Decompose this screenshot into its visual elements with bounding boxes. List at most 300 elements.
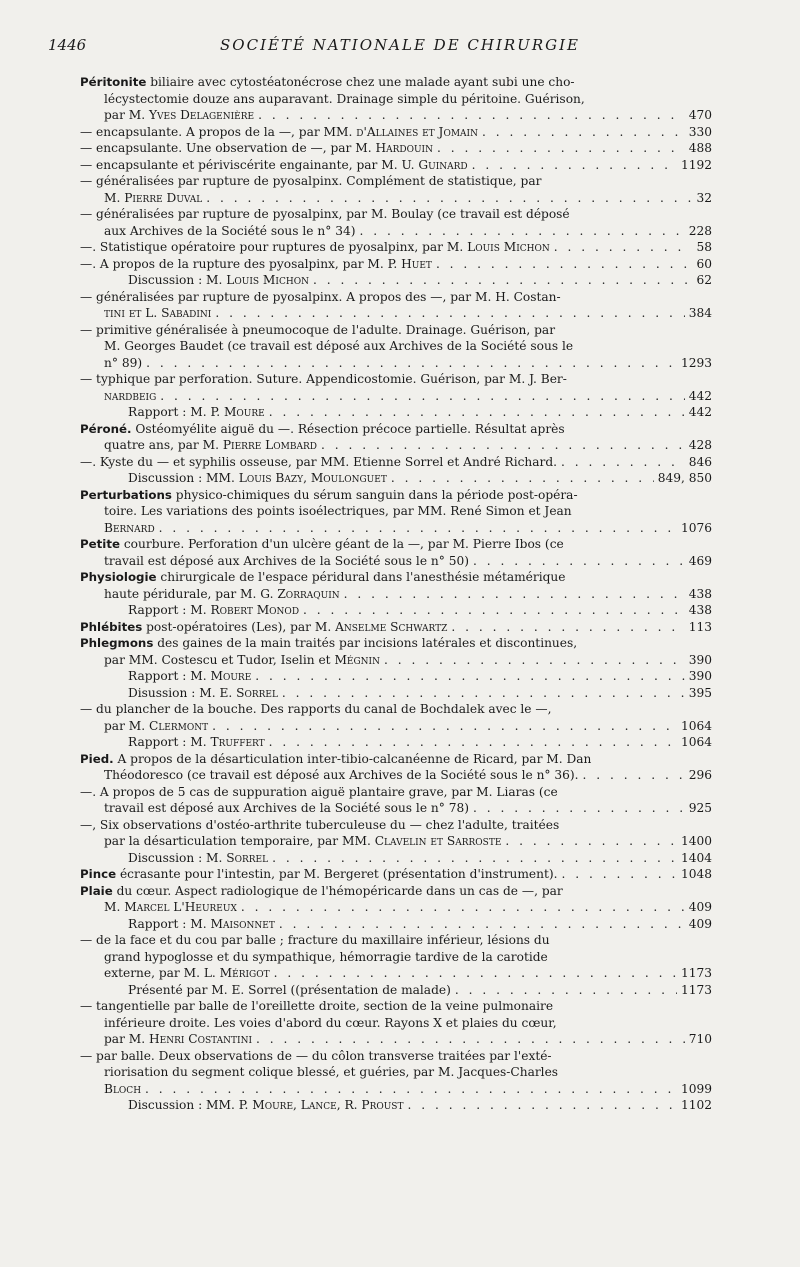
entry-heading: Petite [80,537,120,551]
entry-body: riorisation du segment colique blessé, et guéries, par M. Jacques-Charles [104,1065,559,1079]
entry-author: Moure [210,669,252,683]
entry-body: physico-chimiques du sérum sanguin dans la période post-opéra- [171,487,578,502]
entry-text [104,92,585,106]
dot-leader [344,586,685,603]
entry-body: par M. [104,718,149,733]
index-line [80,140,712,157]
index-line [80,767,712,784]
dot-leader [473,800,685,817]
index-line [80,272,712,289]
entry-body: quatre ans, par M. [104,438,223,452]
index-line [80,256,712,273]
index-line [80,454,712,471]
dot-leader [146,355,677,372]
entry-body: — encapsulante. Une observation de —, par M. [80,141,376,155]
entry-body: lécystectomie douze ans auparavant. Drainage simple du péritoine. Guérison, [104,91,585,106]
index-line [80,239,712,256]
dot-leader [505,833,677,850]
entry-text [104,800,469,817]
entry-body: par M. [104,1032,149,1046]
dot-leader [303,602,685,619]
entry-text [104,388,156,405]
index-line [80,685,712,702]
entry-body: courbure. Perforation d'un ulcère géant de la —, par M. Pierre Ibos (ce [119,537,564,551]
entry-body: —. Kyste du — et syphilis osseuse, par MM. Etienne Sorrel et André Richard. [80,454,558,469]
entry-text [128,916,275,933]
dot-leader [212,718,677,735]
entry-body: — généralisées par rupture de pyosalpinx, par M. Boulay (ce travail est déposé [80,207,570,221]
entry-text [80,702,551,716]
entry-text [80,818,559,832]
index-line [80,569,712,586]
entry-body: haute péridurale, par M. G. [104,586,278,601]
index-line [80,107,712,124]
dot-leader [215,305,684,322]
entry-text [80,999,553,1013]
entry-author: Zorraquin [277,586,340,601]
index-line [80,355,712,372]
index-line [80,404,712,421]
entry-body: — encapsulante. A propos de la —, par MM. [80,124,357,139]
entry-body: M. [104,900,125,914]
entry-body: Discussion : M. [128,273,227,287]
page-reference: 428 [688,438,712,452]
entry-text [80,752,591,766]
entry-heading: Physiologie [80,570,157,584]
index-line [80,866,712,883]
entry-text [104,1081,141,1098]
entry-body: M. Georges Baudet (ce travail est déposé aux Archives de la Société sous le [104,339,574,353]
entry-heading: Pied. [80,751,114,766]
index-line [80,982,712,999]
dot-leader [561,454,685,471]
index-line [80,883,712,900]
index-line [80,487,712,504]
dot-leader [256,1031,685,1048]
entry-author: Clermont [149,718,209,733]
entry-text [104,223,355,240]
entry-text [104,718,208,735]
page-reference: 1173 [680,982,712,997]
index-line [80,536,712,553]
dot-leader [436,256,693,273]
entry-body: chirurgicale de l'espace péridural dans l'anesthésie métamérique [156,570,566,584]
dot-leader [241,899,685,916]
entry-text [80,256,432,273]
entry-body: travail est déposé aux Archives de la Société sous le n° 78) [104,801,470,815]
index-line [80,520,712,537]
index-line [80,338,712,355]
entry-text [104,504,572,518]
dot-leader [554,239,693,256]
dot-leader [407,1097,676,1114]
dot-leader [472,157,677,174]
entry-author: Pierre Lombard [222,438,317,452]
page-reference: 60 [696,256,712,271]
dot-leader [282,685,685,702]
entry-text [80,570,565,584]
dot-leader [583,767,685,784]
entry-body: —. Statistique opératoire pour ruptures de pyosalpinx, par M. [80,240,468,254]
entry-body: Discussion : MM. [128,471,239,485]
dot-leader [455,982,677,999]
dot-leader [391,470,654,487]
page-number: 1446 [48,36,87,54]
entry-text [80,488,578,502]
entry-body: — généralisées par rupture de pyosalpinx. A propos des —, par M. H. Costan- [80,289,561,304]
entry-text [104,1016,557,1030]
page-reference: 925 [688,801,712,815]
entry-author: Louis Bazy, Moulonguet [238,471,387,485]
dot-leader [437,140,685,157]
entry-heading: Pince [80,867,117,881]
index-line [80,206,712,223]
index-line [80,553,712,570]
dot-leader [562,866,677,883]
entry-text [80,1049,552,1063]
index-line [80,833,712,850]
dot-leader [321,437,685,454]
index-line [80,322,712,339]
entry-text [104,767,579,784]
entry-body: par MM. Costescu et Tudor, Iselin et [104,652,335,667]
entry-body: — typhique par perforation. Suture. Appendicostomie. Guérison, par M. J. Ber- [80,372,567,386]
page-reference: 390 [688,669,712,683]
page-reference: 442 [688,388,712,403]
entry-text [104,652,380,669]
dot-leader [384,652,685,669]
index-line [80,899,712,916]
entry-text [80,140,433,157]
entry-author: Mégnin [334,652,380,667]
entry-body: écrasante pour l'intestin, par M. Bergeret (présentation d'instrument). [116,867,558,881]
page-reference: 58 [696,240,712,254]
entry-body: aux Archives de la Société sous le n° 34) [104,223,356,238]
page-reference: 395 [688,685,712,700]
index-line [80,289,712,306]
entry-body: toire. Les variations des points isoélectriques, par MM. René Simon et Jean [104,504,572,518]
entry-body: Rapport : M. [128,603,211,617]
entry-body: — du plancher de la bouche. Des rapports du canal de Bochdalek avec le —, [80,702,552,716]
entry-body: n° 89) [104,355,143,370]
entry-body: Disussion : M. E. [128,685,237,700]
entry-text [80,323,555,337]
entry-author: Guinard [418,157,468,172]
entry-text [104,1065,558,1079]
entry-author: Huet [401,256,432,271]
entry-author: Henri Costantini [149,1032,253,1046]
dot-leader [255,668,684,685]
index-line [80,124,712,141]
dot-leader [473,553,685,570]
entry-text [80,619,447,636]
entry-text [80,884,563,898]
dot-leader [145,1081,677,1098]
entry-author: Mérigot [219,966,270,980]
entry-author: Sorrel [226,850,269,865]
entry-body: — encapsulante et périviscérite engainante, par M. U. [80,157,419,172]
dot-leader [159,520,677,537]
entry-text [104,950,548,964]
entry-body: Présenté par M. E. Sorrel ((présentation de malade) [128,982,451,997]
entry-body: Ostéomyélite aiguë du —. Résection précoce partielle. Résultat après [131,421,565,436]
index-line [80,437,712,454]
index-line [80,998,712,1015]
entry-text [104,107,254,124]
running-title: SOCIÉTÉ NATIONALE DE CHIRURGIE [220,36,580,54]
index-line [80,305,712,322]
entry-body: Discussion : MM. P. [128,1098,253,1112]
entry-body: — généralisées par rupture de pyosalpinx. Complément de statistique, par [80,174,542,188]
entry-text [80,75,575,89]
page-reference: 488 [688,141,712,155]
page-reference: 1102 [680,1098,712,1112]
entry-body: du cœur. Aspect radiologique de l'hémopéricarde dans un cas de —, par [112,883,563,898]
page-reference: 442 [688,405,712,419]
entry-text [128,982,451,999]
index-line [80,371,712,388]
entry-body: travail est déposé aux Archives de la Société sous le n° 50) [104,553,470,568]
page-reference: 1400 [680,834,712,848]
entry-text [80,124,478,141]
entry-author: Robert Monod [210,603,300,617]
entry-body: A propos de la désarticulation inter-tibio-calcanéenne de Ricard, par M. Dan [113,751,592,766]
page-reference: 62 [696,273,712,287]
index-line [80,817,712,834]
entry-heading: Plaie [80,883,113,898]
page-reference: 469 [688,553,712,568]
index-line [80,635,712,652]
dot-leader [482,124,685,141]
entry-author: Bernard [104,520,155,535]
index-line [80,965,712,982]
index-line [80,388,712,405]
entry-text [104,833,501,850]
entry-author: Louis Michon [467,240,550,254]
index-line [80,157,712,174]
entry-text [80,207,570,221]
entry-text [128,602,299,619]
entry-body: Rapport : M. [128,669,211,683]
dot-leader [206,190,692,207]
page-reference: 330 [688,124,712,139]
entry-text [80,866,558,883]
entry-body: —. A propos de la rupture des pyosalpinx, par M. P. [80,256,402,271]
index-line [80,470,712,487]
entry-author: Anselme Schwartz [335,619,448,634]
entry-heading: Phlegmons [80,636,154,650]
entry-body: —, Six observations d'ostéo-arthrite tuberculeuse du — chez l'adulte, traitées [80,817,560,832]
entry-author: tini et L. Sabadini [104,306,212,320]
entry-text [104,305,211,322]
index-line [80,784,712,801]
entry-text [80,422,565,436]
entry-text [104,1031,252,1048]
entry-body: grand hypoglosse et du sympathique, hémorragie tardive de la carotide [104,949,548,964]
entry-text [104,586,340,603]
dot-leader [279,916,685,933]
index-line [80,586,712,603]
page-reference: 32 [696,190,712,205]
index-line [80,1097,712,1114]
entry-heading: Phlébites [80,619,143,634]
entry-text [128,685,278,702]
entry-text [128,1097,403,1114]
index-line [80,850,712,867]
index-line [80,1015,712,1032]
entry-author: Truffert [210,735,265,749]
index-line [80,173,712,190]
entry-author: Pierre Duval [124,190,203,205]
entry-text [80,290,561,304]
index-line [80,718,712,735]
entry-text [104,553,469,570]
entry-text [80,933,550,947]
page-reference: 1192 [680,157,712,172]
entry-text [104,965,270,982]
dot-leader [313,272,693,289]
index-line [80,734,712,751]
dot-leader [272,850,677,867]
entry-text [80,537,564,551]
entry-text [128,470,387,487]
index-line [80,91,712,108]
entry-body: M. [104,190,125,205]
entry-body: —. A propos de 5 cas de suppuration aiguë plantaire grave, par M. Liaras (ce [80,784,558,799]
entry-body: Théodoresco (ce travail est déposé aux Archives de la Société sous le n° 36). [104,768,579,782]
entry-author: Louis Michon [226,273,309,287]
index-entries [80,74,712,1114]
entry-body: par M. [104,108,149,122]
page-reference: 438 [688,586,712,601]
entry-text [128,668,251,685]
entry-heading: Perturbations [80,487,172,502]
page-header [0,36,800,58]
index-line [80,800,712,817]
entry-body: — de la face et du cou par balle ; fracture du maxillaire inférieur, lésions du [80,933,550,947]
page-reference: 296 [688,768,712,782]
index-line [80,602,712,619]
entry-author: Moure [223,405,265,419]
page-reference: 1048 [680,867,712,881]
page-reference: 1064 [680,735,712,749]
entry-author: d'Allaines et Jomain [356,124,478,139]
entry-body: biliaire avec cytostéatonécrose chez une malade ayant subi une cho- [146,75,575,89]
page-reference: 1099 [680,1081,712,1096]
page-reference: 438 [688,603,712,617]
entry-body: Rapport : M. P. [128,405,224,419]
page-reference: 1173 [680,966,712,980]
entry-body: externe, par M. L. [104,966,220,980]
entry-body: Rapport : M. [128,916,211,931]
entry-body: Discussion : M. [128,850,227,865]
index-line [80,421,712,438]
index-line [80,503,712,520]
entry-text [104,520,155,537]
entry-body: Rapport : M. [128,735,211,749]
entry-text [104,339,573,353]
page-reference: 113 [688,619,712,634]
entry-heading: Péritonite [80,75,147,89]
page-reference: 1064 [680,718,712,733]
page-reference: 384 [688,306,712,320]
index-line [80,652,712,669]
dot-leader [359,223,684,240]
index-line [80,751,712,768]
entry-author: nardbeig [104,388,157,403]
entry-text [80,454,557,471]
entry-author: Hardouin [375,141,433,155]
page-reference: 409 [688,900,712,914]
entry-text [128,272,309,289]
index-line [80,619,712,636]
page-reference: 228 [688,223,712,238]
page-reference: 470 [688,108,712,122]
entry-body: — primitive généralisée à pneumocoque de l'adulte. Drainage. Guérison, par [80,322,556,337]
page-reference: 1076 [680,520,712,535]
entry-text [80,636,577,650]
entry-body: par la désarticulation temporaire, par MM. [104,834,375,848]
index-line [80,668,712,685]
page-reference: 1293 [680,355,712,370]
entry-text [128,734,265,751]
dot-leader [274,965,677,982]
entry-text [80,157,468,174]
dot-leader [160,388,684,405]
dot-leader [258,107,685,124]
page-reference: 1404 [680,850,712,865]
entry-author: Moure, Lance, R. Proust [252,1098,404,1112]
entry-author: Marcel L'Heureux [124,900,237,914]
entry-author: Yves Delagenière [149,108,255,122]
page-reference: 409 [688,916,712,931]
index-line [80,701,712,718]
entry-author: Bloch [104,1081,142,1096]
entry-text [104,355,142,372]
index-line [80,190,712,207]
page-reference: 710 [688,1032,712,1046]
entry-author: Sorrel [236,685,278,700]
entry-text [80,174,541,188]
entry-text [80,372,567,386]
index-line [80,223,712,240]
index-line [80,916,712,933]
index-line [80,1064,712,1081]
index-line [80,932,712,949]
entry-text [104,190,202,207]
dot-leader [269,734,677,751]
index-line [80,949,712,966]
entry-text [128,850,268,867]
entry-text [80,785,558,799]
dot-leader [269,404,685,421]
index-line [80,1081,712,1098]
page-reference: 390 [688,652,712,667]
index-line [80,1048,712,1065]
dot-leader [451,619,684,636]
entry-text [104,437,317,454]
entry-author: Maisonnet [210,916,275,931]
index-line [80,1031,712,1048]
entry-body: post-opératoires (Les), par M. [142,619,336,634]
entry-body: — tangentielle par balle de l'oreillette droite, section de la veine pulmonaire [80,999,554,1013]
page-reference: 849, 850 [657,471,712,485]
entry-text [128,404,265,421]
entry-text [80,239,550,256]
entry-body: inférieure droite. Les voies d'abord du cœur. Rayons X et plaies du cœur, [104,1015,557,1030]
entry-body: — par balle. Deux observations de — du côlon transverse traitées par l'exté- [80,1048,552,1063]
entry-text [104,899,237,916]
